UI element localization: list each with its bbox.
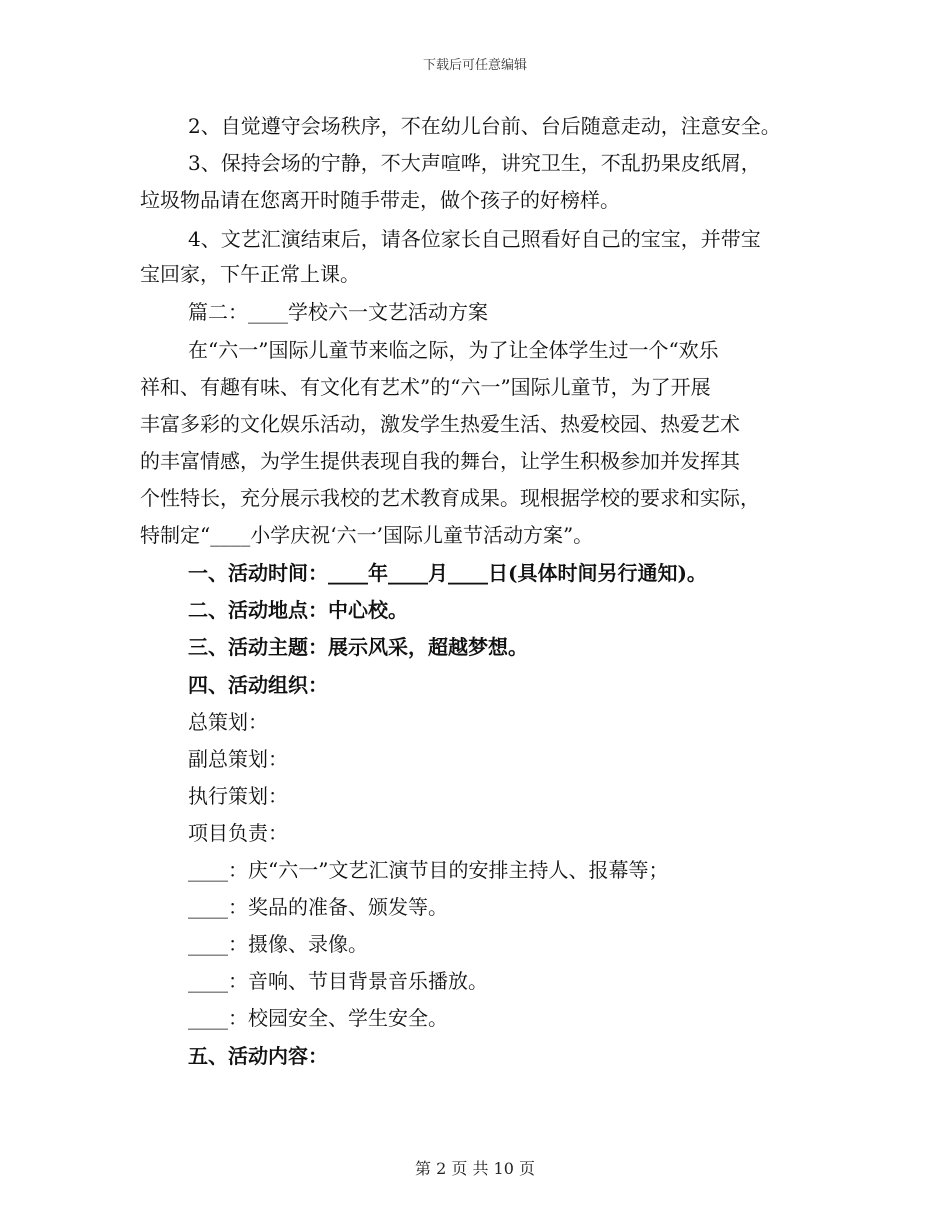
text-line: 在“六一”国际儿童节来临之际，为了让全体学生过一个“欢乐 [188,338,719,362]
item-heading-location: 二、活动地点：中心校。 [188,598,408,622]
text-line: ____：摄像、录像。 [188,932,368,956]
page-header-note: 下载后可任意编辑 [422,58,527,73]
text-line: 丰富多彩的文化娱乐活动，激发学生热爱生活、热爱校园、热爱艺术 [140,412,740,436]
text-line: ____：奖品的准备、颁发等。 [188,895,448,919]
text-line: 垃圾物品请在您离开时随手带走，做个孩子的好榜样。 [140,188,620,212]
item-heading-content: 五、活动内容： [188,1044,328,1068]
text-line: 宝回家，下午正常上课。 [140,262,360,286]
item-heading-theme: 三、活动主题：展示风采，超越梦想。 [188,635,528,659]
text-line: 3、保持会场的宁静，不大声喧哗，讲究卫生，不乱扔果皮纸屑， [188,151,761,175]
text-line: 项目负责： [188,821,288,845]
page-footer-indicator: 第 2 页 共 10 页 [415,1159,535,1178]
text-line: 特制定“____小学庆祝‘六一’国际儿童节活动方案”。 [140,523,594,547]
text-line: 执行策划： [188,784,288,808]
text-line: ____：校园安全、学生安全。 [188,1006,448,1030]
text-line: 4、文艺汇演结束后，请各位家长自己照看好自己的宝宝，并带宝 [188,227,761,251]
text-line: 总策划： [188,710,268,734]
text-line: 副总策划： [188,747,288,771]
text-line: 的丰富情感，为学生提供表现自我的舞台，让学生积极参加并发挥其 [140,449,740,473]
item-heading-organization: 四、活动组织： [188,673,328,697]
item-heading-time: 一、活动时间：____年____月____日(具体时间另行通知)。 [188,561,707,585]
text-line: ____：庆“六一”文艺汇演节目的安排主持人、报幕等； [188,858,669,882]
section-heading: 篇二：____学校六一文艺活动方案 [188,300,488,324]
text-line: 祥和、有趣有味、有文化有艺术”的“六一”国际儿童节，为了开展 [140,375,711,399]
text-line: 个性特长，充分展示我校的艺术教育成果。现根据学校的要求和实际， [140,486,760,510]
text-line: 2、自觉遵守会场秩序，不在幼儿台前、台后随意走动，注意安全。 [188,114,781,138]
text-line: ____：音响、节目背景音乐播放。 [188,969,488,993]
